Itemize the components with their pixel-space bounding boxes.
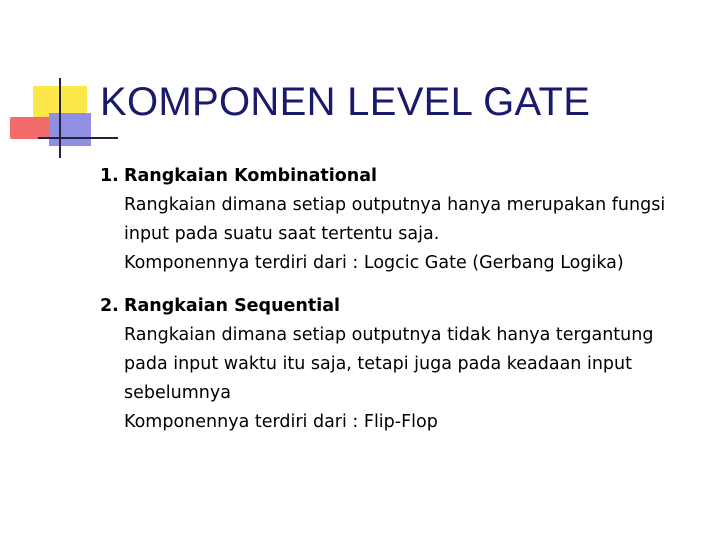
- item-heading-text: Rangkaian Sequential: [124, 296, 341, 316]
- item-line: Rangkaian dimana setiap outputnya tidak hanya tergantung: [124, 325, 654, 345]
- vertical-rule: [59, 78, 61, 158]
- red-square: [10, 117, 52, 139]
- item-heading-text: Rangkaian Kombinational: [124, 166, 378, 186]
- slide-title: KOMPONEN LEVEL GATE: [100, 80, 591, 124]
- item-number: 1.: [100, 166, 119, 186]
- item-line: input pada suatu saat tertentu saja.: [124, 224, 440, 244]
- item-line: Komponennya terdiri dari : Logcic Gate (Gerbang Logika): [124, 253, 624, 273]
- horizontal-rule: [38, 137, 118, 139]
- item-heading: [100, 162, 700, 191]
- list-item-sequential: [100, 292, 700, 437]
- item-heading: [100, 292, 700, 321]
- item-line: sebelumnya: [124, 383, 231, 403]
- item-number: 2.: [100, 296, 119, 316]
- item-line: Komponennya terdiri dari : Flip-Flop: [124, 412, 438, 432]
- item-line: Rangkaian dimana setiap outputnya hanya merupakan fungsi: [124, 195, 666, 215]
- list-item-combinational: [100, 162, 700, 278]
- item-line: pada input waktu itu saja, tetapi juga pada keadaan input: [124, 354, 632, 374]
- blue-square: [49, 113, 91, 146]
- slide-content: [100, 162, 700, 451]
